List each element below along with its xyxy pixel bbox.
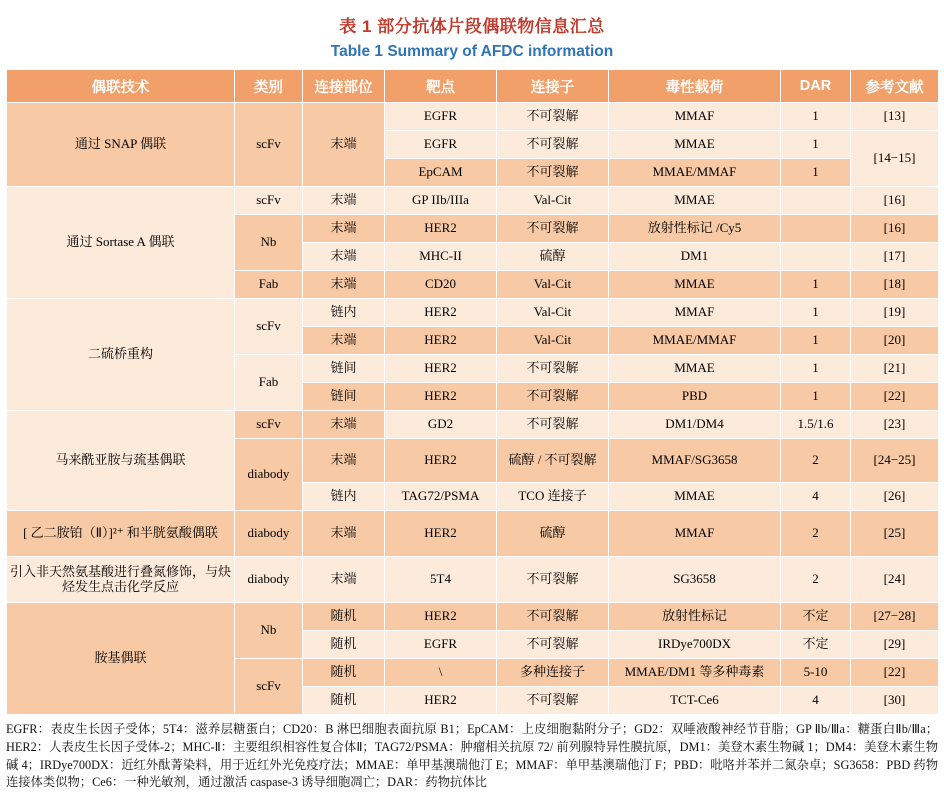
cell-payload: MMAE (609, 483, 781, 511)
cell-ref: [29] (851, 631, 939, 659)
cell-payload: 放射性标记 /Cy5 (609, 215, 781, 243)
cell-category: diabody (235, 511, 303, 557)
cell-dar: 不定 (781, 603, 851, 631)
cell-ref: [25] (851, 511, 939, 557)
cell-target: HER2 (385, 355, 497, 383)
cell-ref: [22] (851, 383, 939, 411)
cell-payload: MMAE (609, 131, 781, 159)
cell-site: 随机 (303, 603, 385, 631)
col-header-target: 靶点 (385, 70, 497, 103)
cell-ref: [16] (851, 215, 939, 243)
cell-ref: [22] (851, 659, 939, 687)
cell-category: scFv (235, 103, 303, 187)
cell-linker: 多种连接子 (497, 659, 609, 687)
table-row (7, 411, 939, 439)
cell-dar: 4 (781, 687, 851, 715)
cell-category: diabody (235, 557, 303, 603)
table-row (7, 511, 939, 557)
cell-site: 末端 (303, 103, 385, 187)
cell-payload: DM1 (609, 243, 781, 271)
table-title-en: Table 1 Summary of AFDC information (330, 43, 614, 60)
cell-ref: [23] (851, 411, 939, 439)
cell-dar: 1 (781, 327, 851, 355)
cell-target: CD20 (385, 271, 497, 299)
cell-target: HER2 (385, 603, 497, 631)
cell-target: HER2 (385, 215, 497, 243)
table-title-cn: 表 1 部分抗体片段偶联物信息汇总 (339, 17, 605, 36)
cell-linker: Val-Cit (497, 327, 609, 355)
cell-category: Nb (235, 215, 303, 271)
cell-site: 链内 (303, 483, 385, 511)
table-header-row (7, 70, 939, 103)
cell-site: 末端 (303, 187, 385, 215)
cell-ref: [18] (851, 271, 939, 299)
cell-site: 链间 (303, 355, 385, 383)
cell-ref: [26] (851, 483, 939, 511)
cell-dar: 1 (781, 383, 851, 411)
cell-tech: [ 乙二胺铂（Ⅱ）]²⁺ 和半胱氨酸偶联 (7, 511, 235, 557)
cell-payload: MMAE/MMAF (609, 327, 781, 355)
cell-ref: [14−15] (851, 131, 939, 187)
cell-ref: [13] (851, 103, 939, 131)
cell-target: EpCAM (385, 159, 497, 187)
cell-linker: 不可裂解 (497, 383, 609, 411)
cell-payload: PBD (609, 383, 781, 411)
cell-site: 末端 (303, 243, 385, 271)
cell-ref: [27−28] (851, 603, 939, 631)
cell-payload: IRDye700DX (609, 631, 781, 659)
cell-linker: Val-Cit (497, 299, 609, 327)
cell-tech: 胺基偶联 (7, 603, 235, 715)
cell-category: scFv (235, 187, 303, 215)
cell-target: TAG72/PSMA (385, 483, 497, 511)
cell-payload: DM1/DM4 (609, 411, 781, 439)
cell-linker: 不可裂解 (497, 631, 609, 659)
col-header-dar: DAR (781, 70, 851, 103)
cell-dar: 1 (781, 159, 851, 187)
col-header-site: 连接部位 (303, 70, 385, 103)
cell-dar: 不定 (781, 631, 851, 659)
cell-tech: 二硫桥重构 (7, 299, 235, 411)
cell-linker: 不可裂解 (497, 411, 609, 439)
cell-ref: [24] (851, 557, 939, 603)
cell-target: MHC-II (385, 243, 497, 271)
cell-ref: [24−25] (851, 439, 939, 483)
cell-target: EGFR (385, 131, 497, 159)
cell-target: HER2 (385, 511, 497, 557)
table-row (7, 103, 939, 131)
cell-category: Nb (235, 603, 303, 659)
cell-tech: 通过 Sortase A 偶联 (7, 187, 235, 299)
cell-ref: [20] (851, 327, 939, 355)
cell-target: GP IIb/IIIa (385, 187, 497, 215)
cell-site: 末端 (303, 511, 385, 557)
cell-dar: 1.5/1.6 (781, 411, 851, 439)
cell-dar (781, 187, 851, 215)
cell-ref: [16] (851, 187, 939, 215)
cell-dar: 1 (781, 103, 851, 131)
cell-target: 5T4 (385, 557, 497, 603)
cell-target: HER2 (385, 439, 497, 483)
cell-payload: MMAF (609, 511, 781, 557)
cell-dar: 1 (781, 355, 851, 383)
afdc-table (6, 69, 939, 715)
cell-linker: 不可裂解 (497, 603, 609, 631)
table-row (7, 603, 939, 631)
cell-dar: 2 (781, 557, 851, 603)
table-footnotes: EGFR：表皮生长因子受体；5T4：滋养层糖蛋白；CD20：B 淋巴细胞表面抗原 B1；EpCAM：上皮细胞黏附分子；GD2：双唾液酸神经节苷脂；GP Ⅱb/Ⅲa：糖蛋白Ⅱb/Ⅲa；HER2：人表皮生长因子受体-2；MHC-Ⅱ：主要组织相容性复合体Ⅱ；TAG72/PSMA：肿瘤相关抗原 72/ 前列腺特异性膜抗原，DM1：美登木素生物碱 1；DM4：美登木素生物碱 4；IRDye700DX：近红外酞菁染料，用于近红外光免疫疗法；MMAE：单甲基澳瑞他汀 E；MMAF：单甲基澳瑞他汀 F；PBD：吡咯并苯并二氮杂卓；SG3658：PBD 药物连接体类似物；Ce6：一种光敏剂，通过激活 caspase-3 诱导细胞凋亡；DAR：药物抗体比 (6, 722, 938, 790)
cell-category: Fab (235, 271, 303, 299)
cell-site: 链内 (303, 299, 385, 327)
table-row (7, 187, 939, 215)
table-row (7, 557, 939, 603)
cell-payload: MMAE (609, 271, 781, 299)
cell-linker: 不可裂解 (497, 557, 609, 603)
cell-site: 末端 (303, 271, 385, 299)
cell-linker: 不可裂解 (497, 687, 609, 715)
cell-ref: [17] (851, 243, 939, 271)
cell-category: scFv (235, 659, 303, 715)
cell-linker: 不可裂解 (497, 355, 609, 383)
cell-payload: MMAE (609, 355, 781, 383)
table-row (7, 299, 939, 327)
cell-site: 末端 (303, 411, 385, 439)
cell-payload: MMAF (609, 103, 781, 131)
cell-dar (781, 243, 851, 271)
cell-linker: 硫醇 (497, 243, 609, 271)
cell-dar: 2 (781, 511, 851, 557)
cell-dar: 2 (781, 439, 851, 483)
cell-linker: TCO 连接子 (497, 483, 609, 511)
cell-tech: 引入非天然氨基酸进行叠氮修饰，与炔烃发生点击化学反应 (7, 557, 235, 603)
cell-linker: 硫醇 (497, 511, 609, 557)
cell-payload: MMAF (609, 299, 781, 327)
cell-linker: 不可裂解 (497, 215, 609, 243)
cell-dar: 4 (781, 483, 851, 511)
cell-dar: 1 (781, 299, 851, 327)
col-header-category: 类别 (235, 70, 303, 103)
cell-dar: 1 (781, 271, 851, 299)
cell-site: 末端 (303, 215, 385, 243)
cell-linker: 不可裂解 (497, 103, 609, 131)
cell-site: 随机 (303, 687, 385, 715)
cell-site: 随机 (303, 631, 385, 659)
cell-site: 末端 (303, 327, 385, 355)
cell-target: HER2 (385, 687, 497, 715)
cell-target: HER2 (385, 327, 497, 355)
cell-payload: MMAE/DM1 等多种毒素 (609, 659, 781, 687)
cell-payload: SG3658 (609, 557, 781, 603)
cell-target: HER2 (385, 383, 497, 411)
cell-target: GD2 (385, 411, 497, 439)
cell-dar: 5-10 (781, 659, 851, 687)
cell-category: diabody (235, 439, 303, 511)
cell-ref: [19] (851, 299, 939, 327)
cell-site: 随机 (303, 659, 385, 687)
cell-tech: 马来酰亚胺与巯基偶联 (7, 411, 235, 511)
cell-payload: TCT-Ce6 (609, 687, 781, 715)
cell-target: EGFR (385, 103, 497, 131)
cell-target: HER2 (385, 299, 497, 327)
cell-payload: MMAE/MMAF (609, 159, 781, 187)
cell-linker: Val-Cit (497, 271, 609, 299)
cell-site: 链间 (303, 383, 385, 411)
cell-ref: [30] (851, 687, 939, 715)
cell-ref: [21] (851, 355, 939, 383)
cell-linker: 不可裂解 (497, 131, 609, 159)
cell-linker: 不可裂解 (497, 159, 609, 187)
cell-dar (781, 215, 851, 243)
cell-payload: MMAF/SG3658 (609, 439, 781, 483)
cell-target: EGFR (385, 631, 497, 659)
cell-linker: 硫醇 / 不可裂解 (497, 439, 609, 483)
cell-dar: 1 (781, 131, 851, 159)
cell-category: Fab (235, 355, 303, 411)
cell-payload: MMAE (609, 187, 781, 215)
cell-site: 末端 (303, 557, 385, 603)
col-header-payload: 毒性载荷 (609, 70, 781, 103)
cell-site: 末端 (303, 439, 385, 483)
cell-linker: Val-Cit (497, 187, 609, 215)
cell-category: scFv (235, 299, 303, 355)
col-header-ref: 参考文献 (851, 70, 939, 103)
col-header-tech: 偶联技术 (7, 70, 235, 103)
cell-category: scFv (235, 411, 303, 439)
col-header-linker: 连接子 (497, 70, 609, 103)
cell-payload: 放射性标记 (609, 603, 781, 631)
cell-target: \ (385, 659, 497, 687)
cell-tech: 通过 SNAP 偶联 (7, 103, 235, 187)
